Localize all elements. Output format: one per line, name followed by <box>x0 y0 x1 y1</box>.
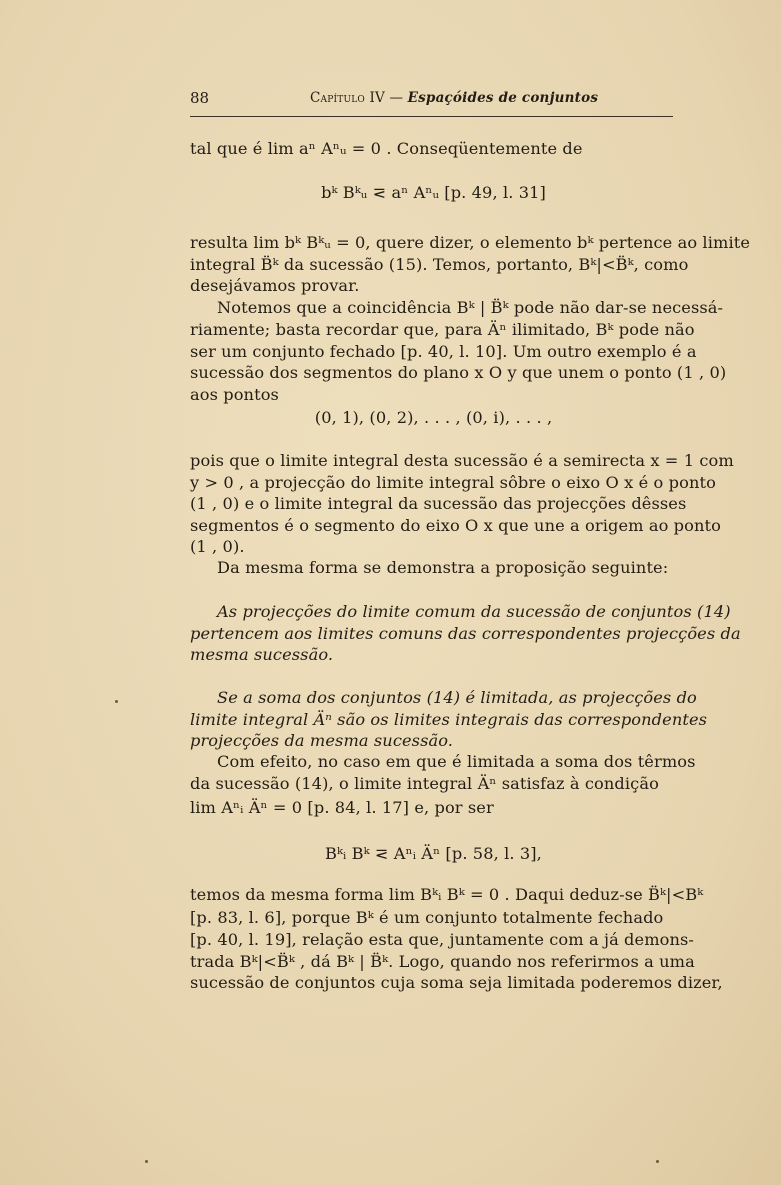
text-line: lim Aⁿᵢ Äⁿ = 0 [p. 84, l. 17] e, por ser <box>190 798 494 817</box>
proposition-line: pertencem aos limites comuns das correspondentes projecções da <box>190 624 741 643</box>
formula-line: Bᵏᵢ Bᵏ ⋜ Aⁿᵢ Äⁿ [p. 58, l. 3], <box>325 844 542 863</box>
proposition-line: projecções da mesma sucessão. <box>190 731 454 750</box>
text-line: y > 0 , a projecção do limite integral sôbre o eixo O x é o ponto <box>190 473 716 492</box>
text-line: aos pontos <box>190 385 279 404</box>
running-header <box>190 89 673 109</box>
text-line: (1 , 0). <box>190 537 245 556</box>
text-line: [p. 40, l. 19], relação esta que, juntamente com a já demons- <box>190 930 694 949</box>
text-line: Com efeito, no caso em que é limitada a soma dos têrmos <box>217 752 696 771</box>
text-line: (1 , 0) e o limite integral da sucessão das projecções dêsses <box>190 494 687 513</box>
proposition-line: limite integral Äⁿ são os limites integrais das correspondentes <box>190 710 708 729</box>
text-line: da sucessão (14), o limite integral Äⁿ satisfaz à condição <box>190 774 659 793</box>
text-line: segmentos é o segmento do eixo O x que une a origem ao ponto <box>190 516 721 535</box>
chapter-label: Capítulo IV — <box>310 90 408 106</box>
text-line: tal que é lim aⁿ Aⁿᵤ = 0 . Conseqüentemente de <box>190 139 583 158</box>
paper-speck <box>656 1160 659 1163</box>
formula-line: (0, 1), (0, 2), . . . , (0, i), . . . , <box>314 408 553 427</box>
chapter-title: Espaçóides de conjuntos <box>407 90 599 106</box>
text-line: Notemos que a coincidência Bᵏ | B̈ᵏ pode não dar-se necessá- <box>217 298 724 317</box>
text-line: ser um conjunto fechado [p. 40, l. 10]. Um outro exemplo é a <box>190 342 697 361</box>
text-line: sucessão de conjuntos cuja soma seja limitada poderemos dizer, <box>190 973 723 992</box>
chapter-heading <box>310 90 598 106</box>
paper-speck <box>145 1160 148 1163</box>
proposition-line: As projecções do limite comum da sucessão de conjuntos (14) <box>217 602 731 621</box>
text-line: sucessão dos segmentos do plano x O y que unem o ponto (1 , 0) <box>190 363 727 382</box>
text-line: trada Bᵏ|<B̈ᵏ , dá Bᵏ | B̈ᵏ. Logo, quando nos referirmos a uma <box>190 952 695 971</box>
page-number: 88 <box>190 89 210 107</box>
proposition-line: Se a soma dos conjuntos (14) é limitada, as projecções do <box>217 688 697 707</box>
text-line: temos da mesma forma lim Bᵏᵢ Bᵏ = 0 . Daqui deduz-se B̈ᵏ|<Bᵏ <box>190 885 704 904</box>
text-line: riamente; basta recordar que, para Äⁿ ilimitado, Bᵏ pode não <box>190 320 695 339</box>
text-line: desejávamos provar. <box>190 276 360 295</box>
formula-line: bᵏ Bᵏᵤ ⋜ aⁿ Aⁿᵤ [p. 49, l. 31] <box>321 183 546 202</box>
proposition-line: mesma sucessão. <box>190 645 334 664</box>
text-line: pois que o limite integral desta sucessão é a semirecta x = 1 com <box>190 451 734 470</box>
header-rule <box>190 116 673 117</box>
text-line: Da mesma forma se demonstra a proposição seguinte: <box>217 558 669 577</box>
text-line: [p. 83, l. 6], porque Bᵏ é um conjunto totalmente fechado <box>190 908 664 927</box>
paper-speck <box>115 700 118 703</box>
text-line: resulta lim bᵏ Bᵏᵤ = 0, quere dizer, o elemento bᵏ pertence ao limite <box>190 233 750 252</box>
text-line: integral B̈ᵏ da sucessão (15). Temos, portanto, Bᵏ|<B̈ᵏ, como <box>190 255 689 274</box>
